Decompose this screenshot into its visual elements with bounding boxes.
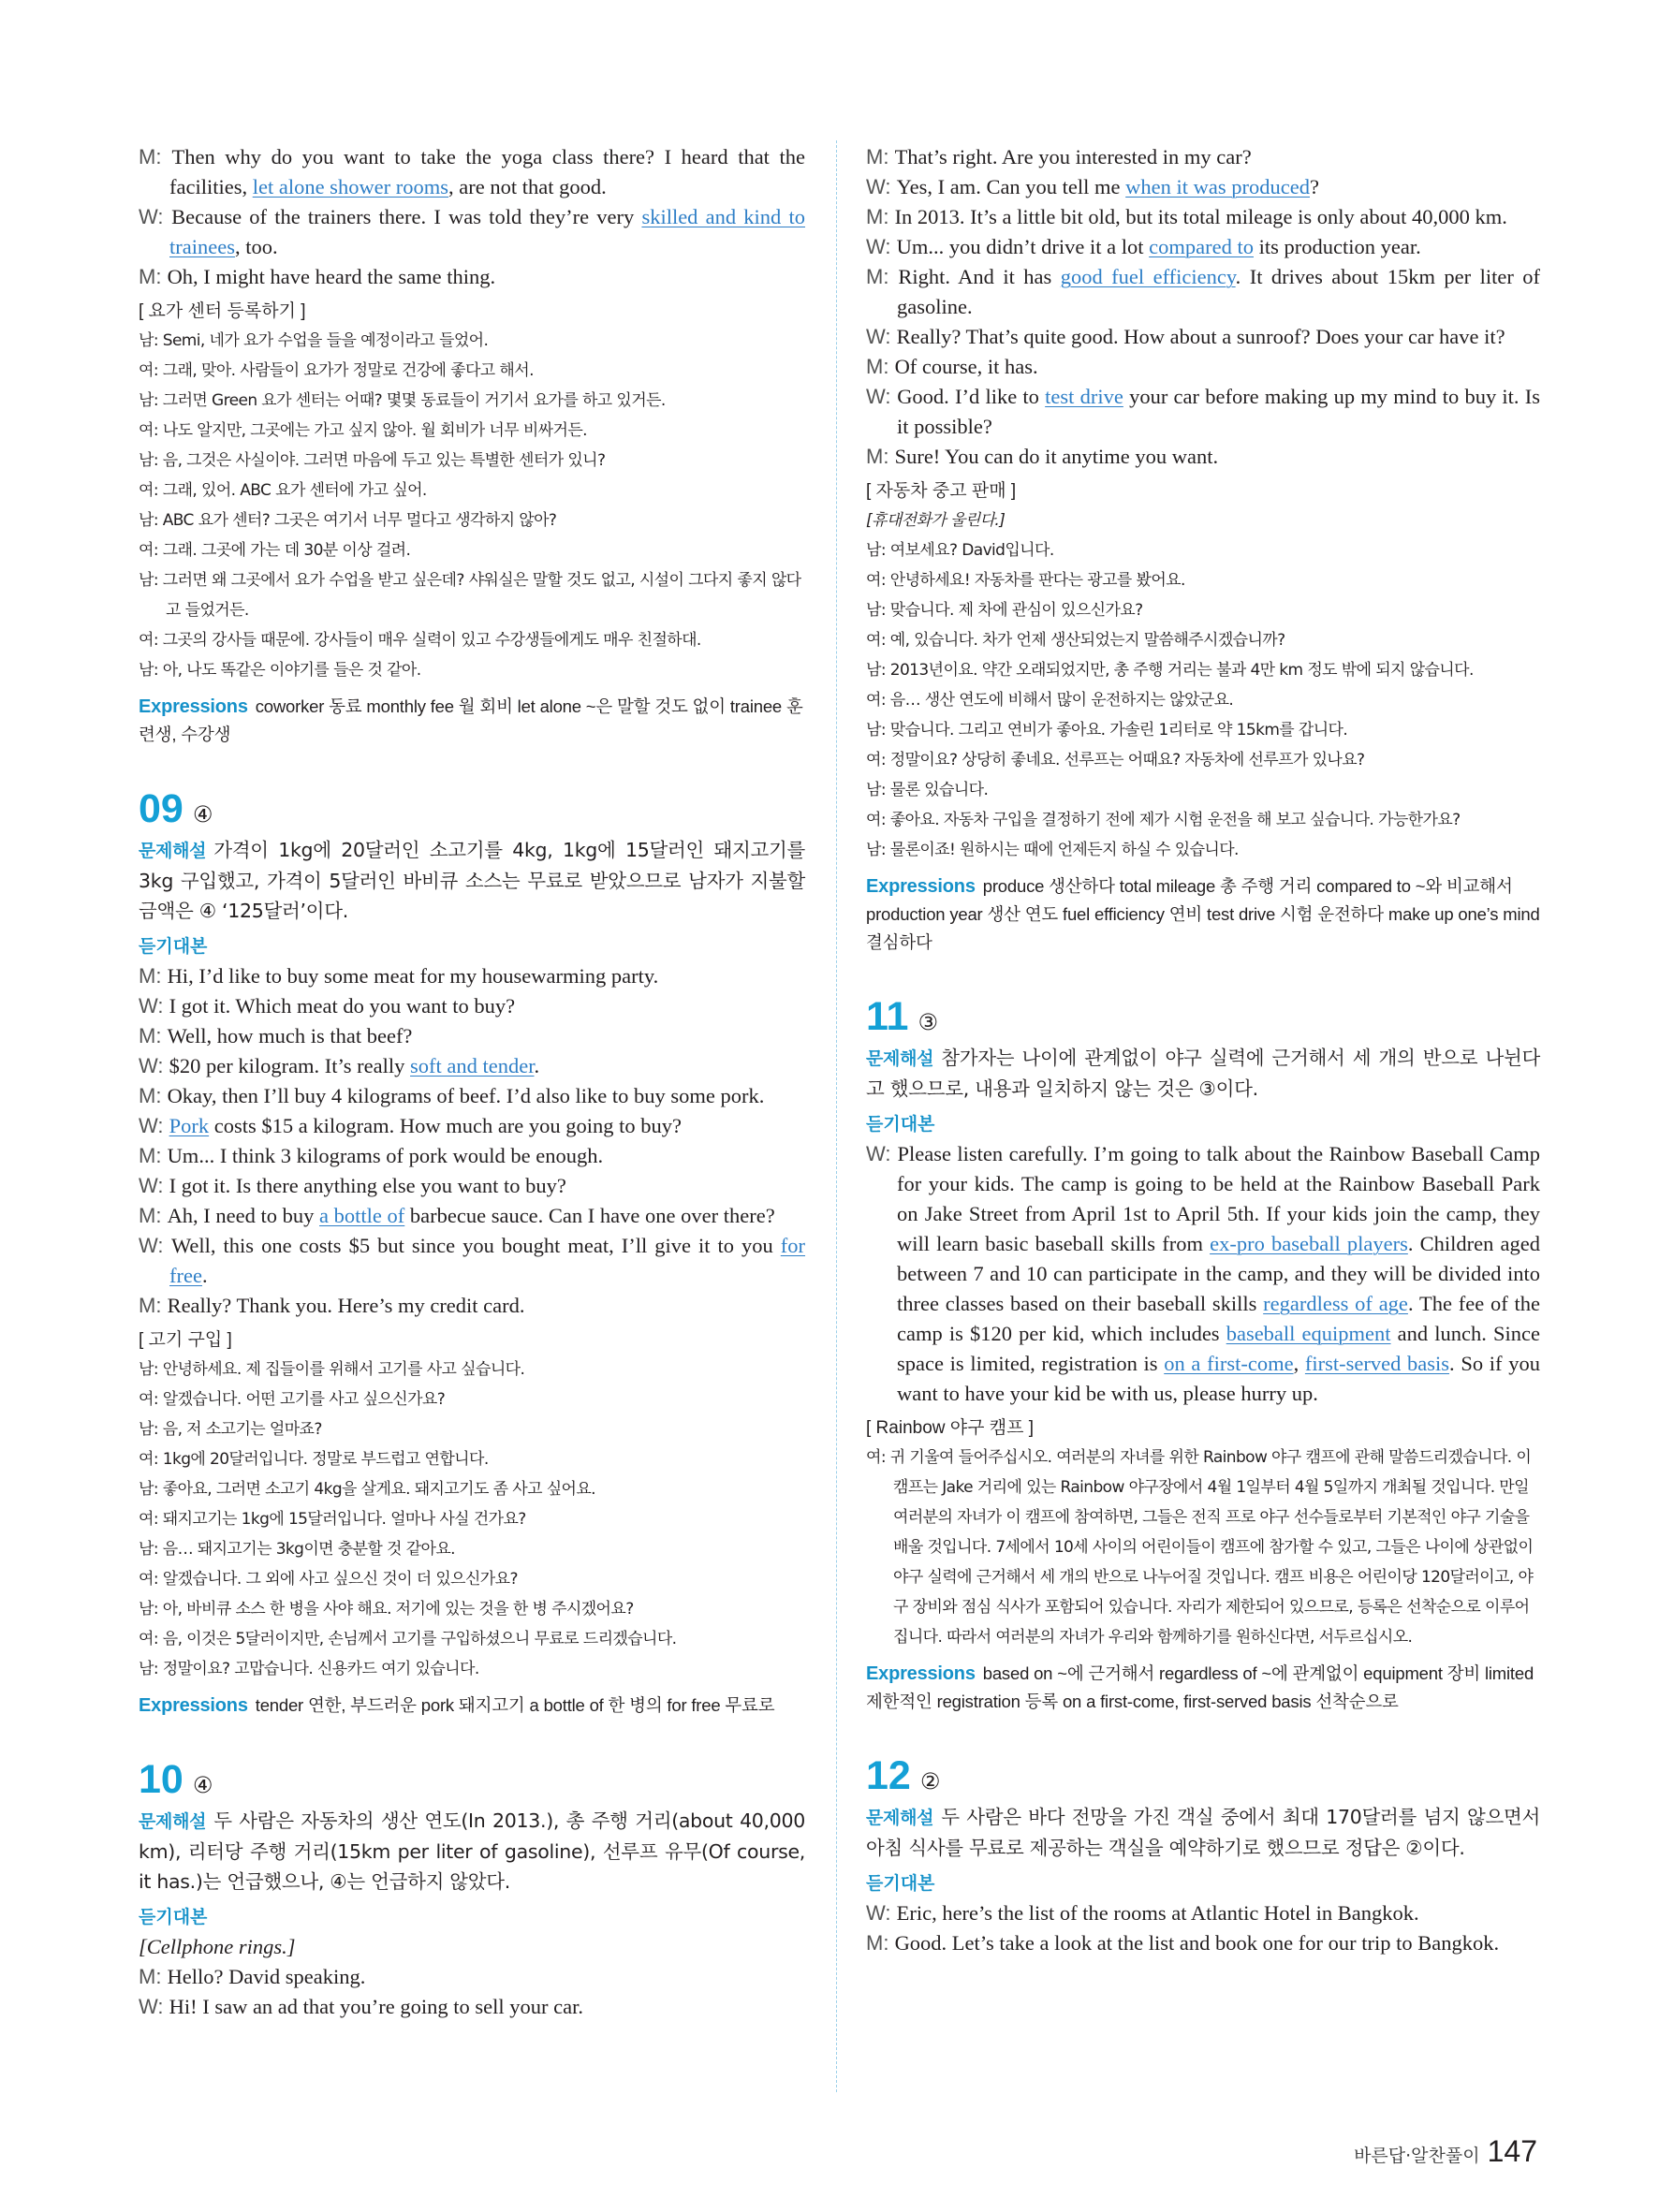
speaker-label: M: — [139, 1294, 168, 1317]
translation-line: 남: 음, 저 소고기는 얼마죠? — [139, 1420, 322, 1439]
speaker-label: W: — [139, 1054, 169, 1077]
dialogue-line: W: Well, this one costs $5 but since you bought meat, I’ll give it to you for free. — [139, 1234, 806, 1287]
explain-label: 문제해설 — [866, 1048, 934, 1069]
speaker-label: M: — [139, 1144, 168, 1167]
translation-line: 남: 정말이요? 고맙습니다. 신용카드 여기 있습니다. — [139, 1660, 479, 1678]
dialogue-line: M: That’s right. Are you interested in my car? — [866, 145, 1252, 168]
dialogue-line: W: I got it. Is there anything else you want to buy? — [139, 1174, 566, 1197]
speaker-label: M: — [866, 445, 895, 468]
expressions-box — [139, 693, 805, 749]
answer-mark: ④ — [192, 1772, 213, 1798]
translation-line: 남: 그러면 Green 요가 센터는 어때? 몇몇 동료들이 거기서 요가를 하고 있거든. — [139, 391, 666, 410]
answer-mark: ② — [919, 1768, 941, 1795]
highlighted-phrase: on a first-come — [1164, 1352, 1294, 1375]
highlighted-phrase: a bottle of — [319, 1204, 405, 1227]
translation-line: 남: 물론 있습니다. — [866, 781, 989, 799]
dialogue-block — [866, 142, 1540, 472]
stage-direction: [휴대전화가 울린다.] — [866, 511, 1006, 530]
dialogue-line: W: Pork costs $15 a kilogram. How much are you going to buy? — [139, 1114, 683, 1137]
expressions-box — [139, 1692, 805, 1720]
highlighted-phrase: regardless of age — [1263, 1292, 1408, 1315]
translation-block — [866, 535, 1540, 865]
translation-line: 여: 그곳의 강사들 때문에. 강사들이 매우 실력이 있고 수강생들에게도 매우 친절하대. — [139, 631, 701, 650]
speaker-label: M: — [139, 1024, 168, 1047]
explain-text: 가격이 1kg에 20달러인 소고기를 4kg, 1kg에 15달러인 돼지고기를 3kg 구입했고, 가격이 5달러인 바비큐 소스는 무료로 받았으므로 남자가 지불할 금액은 ④ ‘125달러’이다. — [139, 839, 805, 922]
translation-line: 남: 음… 돼지고기는 3kg이면 충분할 것 같아요. — [139, 1540, 455, 1559]
translation-line: 남: Semi, 네가 요가 수업을 들을 예정이라고 들었어. — [139, 331, 489, 350]
dialogue-line: W: I got it. Which meat do you want to buy? — [139, 994, 516, 1018]
page-number: 147 — [1487, 2134, 1537, 2168]
question-number-11 — [866, 994, 1540, 1043]
dialogue-line: M: Right. And it has good fuel efficiency. It drives about 15km per liter of gasoline. — [866, 265, 1540, 318]
expressions-label: Expressions — [139, 1695, 248, 1716]
dialogue-line: M: Really? Thank you. Here’s my credit card. — [139, 1294, 525, 1317]
speaker-label: W: — [866, 175, 897, 198]
expressions-label: Expressions — [866, 1663, 976, 1684]
dialogue-block — [139, 961, 805, 1321]
speaker-label: M: — [139, 265, 168, 288]
translation-line: 남: 아, 나도 똑같은 이야기를 들은 것 같아. — [139, 661, 421, 680]
expressions-box — [866, 872, 1540, 957]
dialogue-line: W: Eric, here’s the list of the rooms at Atlantic Hotel in Bangkok. — [866, 1901, 1419, 1925]
speaker-label: W: — [866, 1901, 897, 1925]
highlighted-phrase: soft and tender — [410, 1054, 535, 1077]
translation-line: 여: 음, 이것은 5달러이지만, 손님께서 고기를 구입하셨으니 무료로 드리겠습니다. — [139, 1630, 677, 1648]
translation-line: 여: 돼지고기는 1kg에 15달러입니다. 얼마나 사실 건가요? — [139, 1510, 526, 1529]
section-title: [ 요가 센터 등록하기 ] — [139, 301, 306, 321]
expressions-label: Expressions — [866, 876, 976, 897]
translation-line: 여: 그래, 맞아. 사람들이 요가가 정말로 건강에 좋다고 해서. — [139, 361, 534, 380]
translation-line: 남: 아, 바비큐 소스 한 병을 사야 해요. 저기에 있는 것을 한 병 주시겠어요? — [139, 1600, 634, 1619]
script-label: 듣기대본 — [139, 1907, 208, 1927]
answer-mark: ④ — [192, 801, 213, 828]
translation-line: 여: 정말이요? 상당히 좋네요. 선루프는 어때요? 자동차에 선루프가 있나요? — [866, 751, 1365, 769]
translation-line: 여: 그래. 그곳에 가는 데 30분 이상 걸려. — [139, 541, 411, 560]
dialogue-line: M: In 2013. It’s a little bit old, but its total mileage is only about 40,000 km. — [866, 205, 1507, 228]
highlighted-phrase: compared to — [1149, 235, 1254, 258]
explain-text: 두 사람은 바다 전망을 가진 객실 중에서 최대 170달러를 넘지 않으면서 아침 식사를 무료로 제공하는 객실을 예약하기로 했으므로 정답은 ②이다. — [866, 1806, 1540, 1859]
dialogue-block — [866, 1898, 1540, 1958]
explanation — [139, 1806, 805, 1897]
speaker-label: W: — [139, 1174, 169, 1197]
translation-line: 여: 그래, 있어. ABC 요가 센터에 가고 싶어. — [139, 481, 427, 500]
speaker-label: W: — [866, 235, 897, 258]
speaker-label: W: — [139, 1995, 169, 2018]
dialogue-line: W: Um... you didn’t drive it a lot compared to its production year. — [866, 235, 1421, 258]
speaker-label: M: — [866, 355, 895, 378]
speaker-label: W: — [139, 1114, 169, 1137]
translation-line: 여: 1kg에 20달러입니다. 정말로 부드럽고 연합니다. — [139, 1450, 489, 1469]
translation-block — [866, 1443, 1540, 1652]
dialogue-line: M: Well, how much is that beef? — [139, 1024, 413, 1047]
right-column — [866, 142, 1540, 1958]
dialogue-line: M: Hi, I’d like to buy some meat for my housewarming party. — [139, 964, 659, 988]
highlighted-phrase: baseball equipment — [1226, 1322, 1391, 1345]
translation-line: 여: 알겠습니다. 어떤 고기를 사고 싶으신가요? — [139, 1390, 446, 1409]
left-column — [139, 142, 805, 2022]
answer-mark: ③ — [918, 1009, 938, 1035]
dialogue-line: W: Really? That’s quite good. How about a sunroof? Does your car have it? — [866, 325, 1505, 348]
highlighted-phrase: ex-pro baseball players — [1210, 1232, 1408, 1255]
highlighted-phrase: good fuel efficiency — [1060, 265, 1236, 288]
translation-line: 남: 맞습니다. 제 차에 관심이 있으신가요? — [866, 601, 1143, 620]
translation-line: 여: 알겠습니다. 그 외에 사고 싶으신 것이 더 있으신가요? — [139, 1570, 518, 1589]
dialogue-line: M: Of course, it has. — [866, 355, 1038, 378]
question-number: 11 — [866, 994, 909, 1039]
explain-label: 문제해설 — [866, 1808, 934, 1828]
expressions-text: tender 연한, 부드러운 pork 돼지고기 a bottle of 한 병의 for free 무료로 — [255, 1695, 775, 1715]
translation-line: 남: 안녕하세요. 제 집들이를 위해서 고기를 사고 싶습니다. — [139, 1360, 525, 1379]
speaker-label: M: — [139, 1204, 168, 1227]
column-divider — [836, 140, 837, 2092]
explain-label: 문제해설 — [139, 1811, 207, 1832]
dialogue-line: M: Hello? David speaking. — [139, 1965, 366, 1988]
section-title: [ 자동차 중고 판매 ] — [866, 481, 1017, 501]
highlighted-phrase: test drive — [1045, 385, 1123, 408]
translation-line: 남: 물론이죠! 원하시는 때에 언제든지 하실 수 있습니다. — [866, 841, 1239, 859]
explain-label: 문제해설 — [139, 841, 207, 861]
question-number: 10 — [139, 1757, 184, 1802]
highlighted-phrase: when it was produced — [1125, 175, 1310, 198]
explanation — [866, 1802, 1540, 1863]
translation-block — [139, 1355, 805, 1684]
dialogue-line: M: Then why do you want to take the yoga class there? I heard that the facilities, let alone shower rooms, are not that good. — [139, 145, 805, 198]
highlighted-phrase: for free — [169, 1234, 806, 1287]
dialogue-line: W: $20 per kilogram. It’s really soft and tender. — [139, 1054, 540, 1077]
dialogue-block — [866, 1139, 1540, 1409]
dialogue-block — [139, 1962, 805, 2022]
expressions-text: produce 생산하다 total mileage 총 주행 거리 compared to ~와 비교해서 production year 생산 연도 fuel efficiency 연비 test drive 시험 운전하다 make up one’s mind 결심하다 — [866, 876, 1540, 952]
translation-line: 남: 2013년이요. 약간 오래되었지만, 총 주행 거리는 불과 4만 km 정도 밖에 되지 않습니다. — [866, 661, 1474, 680]
dialogue-block — [139, 142, 805, 292]
speaker-label: M: — [139, 1965, 168, 1988]
translation-line: 여: 예, 있습니다. 차가 언제 생산되었는지 말씀해주시겠습니까? — [866, 631, 1285, 650]
expressions-text: coworker 동료 monthly fee 월 회비 let alone ~은 말할 것도 없이 trainee 훈련생, 수강생 — [139, 696, 803, 744]
stage-direction: [Cellphone rings.] — [139, 1935, 296, 1958]
question-number: 09 — [139, 786, 184, 831]
question-number: 12 — [866, 1753, 911, 1798]
speaker-label: W: — [139, 994, 169, 1018]
translation-line: 여: 귀 기울여 들어주십시오. 여러분의 자녀를 위한 Rainbow 야구 캠프에 관해 말씀드리겠습니다. 이 캠프는 Jake 거리에 있는 Rainbow 야구장에서 4월 1일부터 4월 5일까지 개최될 것입니다. 만일 여러분의 자녀가 이 캠프에 참여하면, 그들은 전직 프로 야구 선수들로부터 기본적인 야구 기술을 배울 것입니다. 7세에서 10세 사이의 어린이들이 캠프에 참가할 수 있고, 그들은 나이에 상관없이 야구 실력에 근거해서 세 개의 반으로 나누어질 것입니다. 캠프 비용은 어린이당 120달러이고, 야구 장비와 점심 식사가 포함되어 있습니다. 자리가 제한되어 있으므로, 등록은 선착순으로 이루어집니다. 따라서 여러분의 자녀가 우리와 함께하기를 원하신다면, 서두르십시오. — [866, 1448, 1534, 1647]
script-label: 듣기대본 — [866, 1873, 935, 1894]
expressions-box — [866, 1660, 1540, 1716]
explanation — [866, 1043, 1540, 1104]
speaker-label: W: — [866, 1142, 898, 1165]
speaker-label: W: — [139, 1234, 171, 1257]
book-title: 바른답·알찬풀이 — [1354, 2146, 1480, 2166]
highlighted-phrase: first-served basis — [1304, 1352, 1450, 1375]
translation-line: 남: 그러면 왜 그곳에서 요가 수업을 받고 싶은데? 샤워실은 말할 것도 없고, 시설이 그다지 좋지 않다고 들었거든. — [139, 571, 801, 620]
translation-line: 남: 좋아요, 그러면 소고기 4kg을 살게요. 돼지고기도 좀 사고 싶어요. — [139, 1480, 595, 1499]
expressions-text: based on ~에 근거해서 regardless of ~에 관계없이 equipment 장비 limited 제한적인 registration 등록 on a first-come, first-served basis 선착순으로 — [866, 1663, 1534, 1711]
question-number-10 — [139, 1757, 805, 1806]
dialogue-line: M: Ah, I need to buy a bottle of barbecue sauce. Can I have one over there? — [139, 1204, 775, 1227]
dialogue-line: W: Please listen carefully. I’m going to talk about the Rainbow Baseball Camp for your kids. The camp is going to be held at the Rainbow Baseball Park on Jake Street from April 1st to April 5th. If your kids join the camp, they will learn basic baseball skills from ex-pro baseball players. Children aged between 7 and 10 can participate in the camp, and they will be divided into three classes based on their baseball skills regardless of age. The fee of the camp is $120 per kid, which includes baseball equipment and lunch. Since space is limited, registration is on a first-come, first-served basis. So if you want to have your kid be with us, please hurry up. — [866, 1142, 1540, 1405]
highlighted-phrase: Pork — [169, 1114, 210, 1137]
highlighted-phrase: let alone shower rooms — [252, 175, 449, 198]
translation-block — [139, 326, 805, 685]
translation-line: 남: 여보세요? David입니다. — [866, 541, 1054, 560]
highlighted-phrase: skilled and kind to trainees — [169, 205, 805, 258]
speaker-label: M: — [866, 1931, 895, 1955]
dialogue-line: M: Sure! You can do it anytime you want. — [866, 445, 1219, 468]
question-number-09 — [139, 786, 805, 835]
explain-text: 두 사람은 자동차의 생산 연도(In 2013.), 총 주행 거리(about 40,000 km), 리터당 주행 거리(15km per liter of gasoline), 선루프 유무(Of course, it has.)는 언급했으나, ④는 언급하지 않았다. — [139, 1809, 805, 1893]
script-label: 듣기대본 — [866, 1114, 935, 1135]
dialogue-line: M: Okay, then I’ll buy 4 kilograms of beef. I’d also like to buy some pork. — [139, 1084, 765, 1107]
speaker-label: M: — [139, 1084, 168, 1107]
dialogue-line: M: Um... I think 3 kilograms of pork would be enough. — [139, 1144, 604, 1167]
dialogue-line: M: Good. Let’s take a look at the list and book one for our trip to Bangkok. — [866, 1931, 1500, 1955]
translation-line: 여: 음… 생산 연도에 비해서 많이 운전하지는 않았군요. — [866, 691, 1234, 710]
speaker-label: M: — [866, 205, 895, 228]
dialogue-line: W: Yes, I am. Can you tell me when it was produced? — [866, 175, 1319, 198]
translation-line: 여: 나도 알지만, 그곳에는 가고 싶지 않아. 월 회비가 너무 비싸거든. — [139, 421, 587, 440]
translation-line: 남: 맞습니다. 그리고 연비가 좋아요. 가솔린 1리터로 약 15km를 갑니다. — [866, 721, 1348, 740]
speaker-label: W: — [139, 205, 172, 228]
speaker-label: M: — [866, 145, 895, 168]
expressions-label: Expressions — [139, 696, 248, 717]
explain-text: 참가자는 나이에 관계없이 야구 실력에 근거해서 세 개의 반으로 나뉜다고 했으므로, 내용과 일치하지 않는 것은 ③이다. — [866, 1047, 1540, 1100]
dialogue-line: M: Oh, I might have heard the same thing. — [139, 265, 496, 288]
section-title: [ Rainbow 야구 캠프 ] — [866, 1418, 1035, 1438]
translation-line: 여: 좋아요. 자동차 구입을 결정하기 전에 제가 시험 운전을 해 보고 싶습니다. 가능한가요? — [866, 811, 1461, 829]
page-footer — [1354, 2134, 1537, 2169]
speaker-label: M: — [139, 145, 172, 168]
translation-line: 여: 안녕하세요! 자동차를 판다는 광고를 봤어요. — [866, 571, 1185, 590]
question-number-12 — [866, 1753, 1540, 1802]
explanation — [139, 835, 805, 926]
section-title: [ 고기 구입 ] — [139, 1330, 232, 1350]
dialogue-line: W: Because of the trainers there. I was told they’re very skilled and kind to trainees, too. — [139, 205, 805, 258]
translation-line: 남: ABC 요가 센터? 그곳은 여기서 너무 멀다고 생각하지 않아? — [139, 511, 557, 530]
speaker-label: M: — [139, 964, 168, 988]
speaker-label: M: — [866, 265, 899, 288]
speaker-label: W: — [866, 385, 898, 408]
speaker-label: W: — [866, 325, 897, 348]
dialogue-line: W: Good. I’d like to test drive your car before making up my mind to buy it. Is it possible? — [866, 385, 1541, 438]
script-label: 듣기대본 — [139, 936, 208, 957]
translation-line: 남: 음, 그것은 사실이야. 그러면 마음에 두고 있는 특별한 센터가 있니? — [139, 451, 606, 470]
dialogue-line: W: Hi! I saw an ad that you’re going to sell your car. — [139, 1995, 583, 2018]
